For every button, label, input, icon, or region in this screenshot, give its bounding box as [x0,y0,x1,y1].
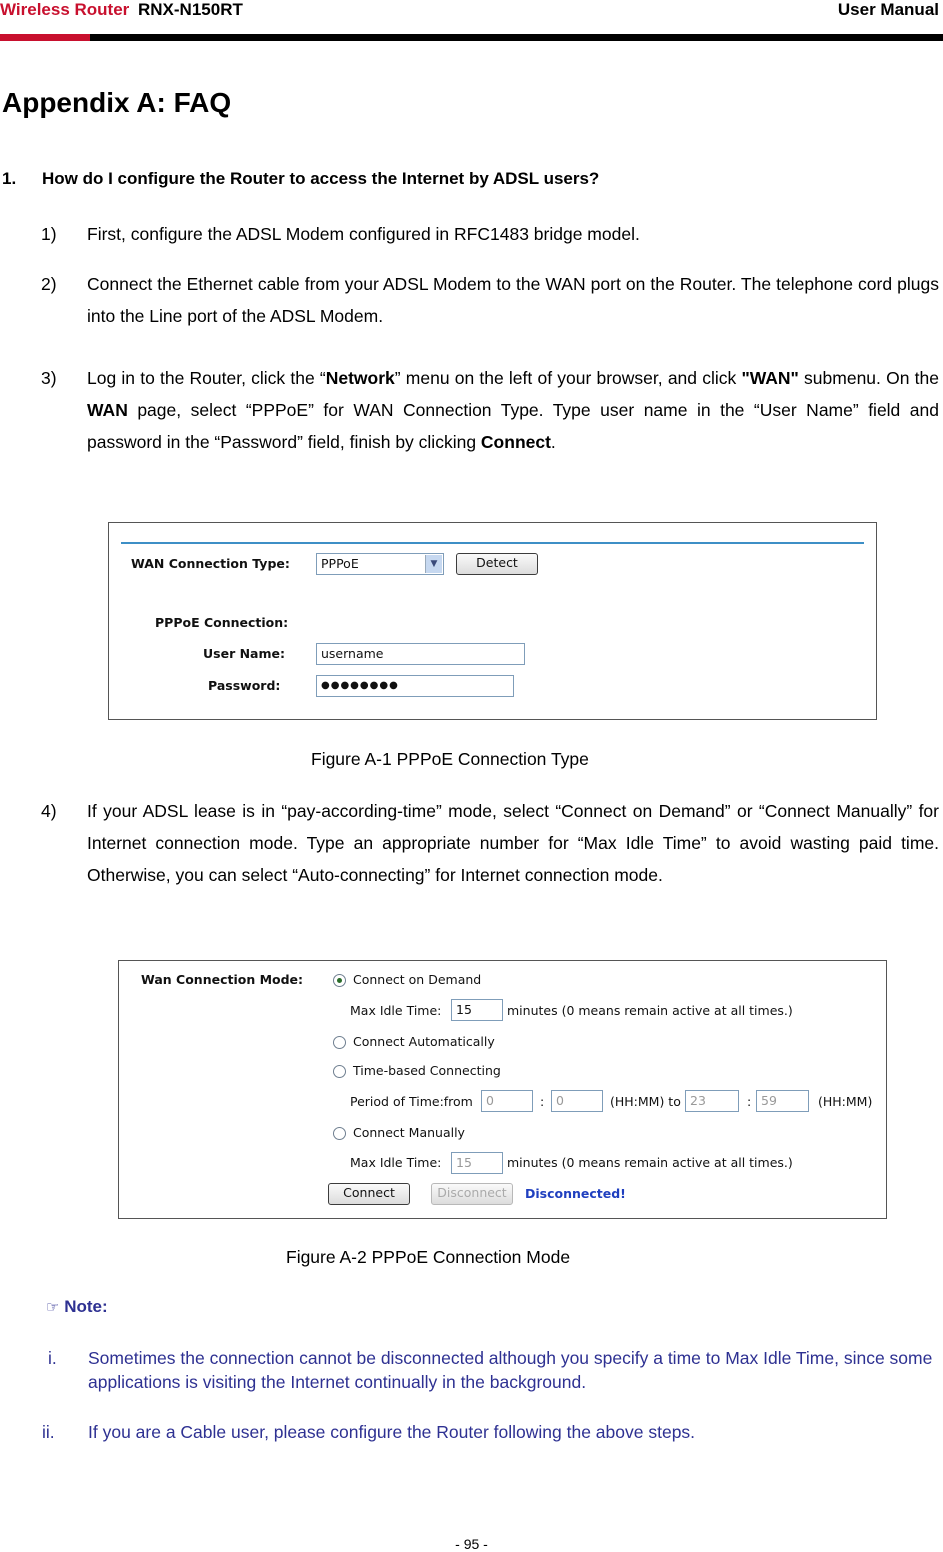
header-manual-title: User Manual [837,0,939,19]
step-text-part: page, select “PPPoE” for WAN Connection Type. Type user name in the “User Name” field and password in the “Password” field, finish by clicking [87,400,939,452]
password-input[interactable]: ●●●●●●●● [316,675,514,697]
radio-time-based[interactable] [333,1065,346,1078]
step-text-bold: Connect [480,432,551,452]
username-label: User Name: [203,646,285,661]
max-idle-input[interactable]: 15 [451,999,503,1021]
time-separator: : [747,1094,752,1109]
minutes-note: minutes (0 means remain active at all times.) [507,1003,793,1018]
note-item-text: Sometimes the connection cannot be disconnected although you specify a time to Max Idle Time, since some applications is visiting the Internet continually in the background. [88,1348,933,1392]
detect-button[interactable]: Detect [456,553,538,575]
hhmm-label: (HH:MM) [818,1094,873,1109]
radio-connect-on-demand[interactable] [333,974,346,987]
max-idle-label: Max Idle Time: [350,1155,442,1170]
note-item [40,1420,939,1444]
wan-type-value: PPPoE [321,556,359,571]
question-text: How do I configure the Router to access the Internet by ADSL users? [42,169,600,188]
minutes-note: minutes (0 means remain active at all times.) [507,1155,793,1170]
figure-top-rule [121,542,864,544]
step-text-part: . [550,432,556,452]
wan-type-label: WAN Connection Type: [131,556,290,571]
wan-type-select[interactable] [316,553,444,575]
note-item-number: i. [48,1348,57,1368]
figure-pppoe-connection-mode [118,960,887,1219]
figure-pppoe-connection-type [108,522,877,720]
disconnect-button[interactable]: Disconnect [431,1183,513,1205]
step-text-part: Log in to the Router, click the “ [87,368,326,388]
step-number: 2) [41,274,57,294]
note-label: Note: [64,1297,108,1316]
step-text-bold: Network [325,368,395,388]
step-text-part: ” menu on the left of your browser, and click [394,368,742,388]
radio-label: Connect on Demand [353,972,482,987]
step-number: 3) [41,368,57,388]
step-text-bold: WAN [87,400,128,420]
radio-connect-manually[interactable] [333,1127,346,1140]
header-rule [90,34,943,41]
step-text: If your ADSL lease is in “pay-according-time” mode, select “Connect on Demand” or “Connect Manually” for Internet connection mode. Type an appropriate number for “Max Idle Time” to avoid wasting paid time. Otherwise, you can select “Auto-connecting” for Internet connection mode. [87,801,939,885]
pointing-hand-icon: ☞ [46,1298,60,1316]
figure-caption: Figure A-1 PPPoE Connection Type [311,749,589,769]
note-item [40,1346,939,1394]
step-text: First, configure the ADSL Modem configured in RFC1483 bridge model. [87,224,640,244]
username-input[interactable]: username [316,643,525,665]
header-brand: Wireless Router [0,0,130,19]
to-minute-input[interactable]: 59 [756,1090,809,1112]
step-text-bold: "WAN" [741,368,799,388]
period-label: Period of Time:from [350,1094,473,1109]
time-separator: : [540,1094,545,1109]
step-number: 1) [41,224,57,244]
connection-status: Disconnected! [525,1186,626,1201]
note-item-text: If you are a Cable user, please configure the Router following the above steps. [88,1422,696,1442]
figure-caption: Figure A-2 PPPoE Connection Mode [286,1247,571,1267]
step-text: Connect the Ethernet cable from your ADSL Modem to the WAN port on the Router. The telephone cord plugs into the Line port of the ADSL Modem. [87,274,939,326]
step-text-part: submenu. On the [798,368,939,388]
step-4 [41,795,939,891]
step-2 [41,268,939,332]
max-idle-label: Max Idle Time: [350,1003,442,1018]
step-1 [41,218,939,250]
hhmm-to-label: (HH:MM) to [610,1094,681,1109]
question-number: 1. [2,169,17,188]
header-model: RNX-N150RT [138,0,243,19]
radio-label: Time-based Connecting [353,1063,501,1078]
radio-label: Connect Manually [353,1125,465,1140]
note-heading [46,1296,108,1318]
step-3 [41,362,939,458]
faq-question [2,168,599,190]
password-label: Password: [208,678,281,693]
max-idle-input-manual[interactable]: 15 [451,1152,503,1174]
header-rule-accent [0,34,90,41]
to-hour-input[interactable]: 23 [685,1090,739,1112]
from-hour-input[interactable]: 0 [481,1090,533,1112]
step-number: 4) [41,801,57,821]
connect-button[interactable]: Connect [328,1183,410,1205]
page-title: Appendix A: FAQ [2,87,232,118]
chevron-down-icon: ▼ [425,555,442,573]
pppoe-connection-label: PPPoE Connection: [155,615,289,630]
page-number: - 95 - [455,1536,488,1552]
from-minute-input[interactable]: 0 [551,1090,603,1112]
wan-mode-label: Wan Connection Mode: [141,972,304,987]
radio-label: Connect Automatically [353,1034,495,1049]
note-item-number: ii. [42,1422,55,1442]
radio-connect-automatically[interactable] [333,1036,346,1049]
step-text [87,362,939,458]
